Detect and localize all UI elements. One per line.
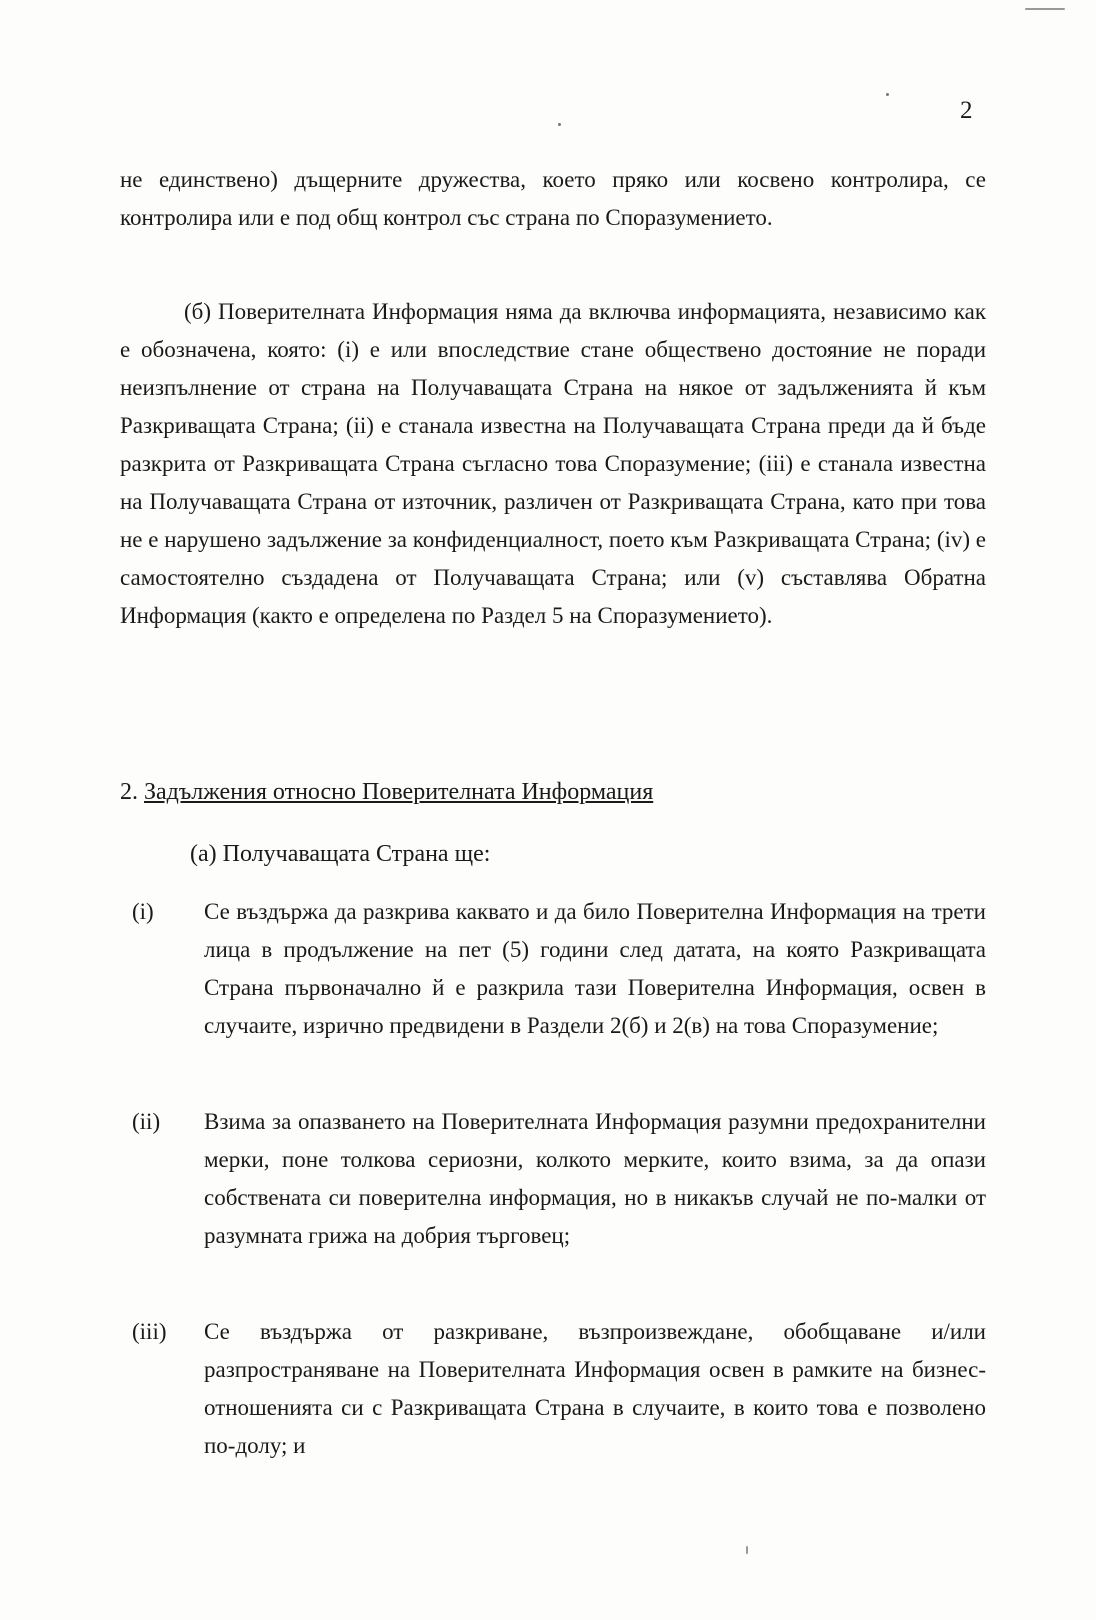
list-item-label: (i) [132, 899, 154, 924]
section-title: Задължения относно Поверителната Информация [144, 779, 654, 805]
paragraph-b: (б) Поверителната Информация няма да включва информацията, независимо как е обозначена, която: (i) е или впоследствие стане обществено достояние не поради неизпълнение от страна на Получаващата Страна на някое от задълженията й към Разкриващата Страна; (ii) е станала известна на Получаващата Страна преди да й бъде разкрита от Разкриващата Страна съгласно това Споразумение; (iii) е станала известна на Получаващата Страна от източник, различен от Разкриващата Страна, като при това не е нарушено задължение за конфиденциалност, поето към Разкриващата Страна; (iv) е самостоятелно създадена от Получаващата Страна; или (v) съставлява Обратна Информация (както е определена по Раздел 5 на Споразумението). [120, 299, 986, 628]
section-number: 2. [120, 779, 138, 805]
page-number: 2 [960, 97, 973, 124]
scan-mark [1025, 8, 1065, 10]
scan-speck [558, 123, 561, 126]
list-item-text: Се въздържа от разкриване, възпроизвеждане, обобщаване и/или разпространяване на Поверителната Информация освен в рамките на бизнес-отношенията си с Разкриващата Страна в случаите, в които това е позволено по-долу; и [204, 1319, 986, 1458]
scan-mark [746, 1546, 748, 1554]
section-heading [120, 775, 653, 809]
list-item-text: Се въздържа да разкрива каквато и да било Поверителна Информация на трети лица в продължение на пет (5) години след датата, на която Разкриващата Страна първоначално й е разкрила тази Поверителна Информация, освен в случаите, изрично предвидени в Раздели 2(б) и 2(в) на това Споразумение; [204, 899, 986, 1038]
list-item-text: Взима за опазването на Поверителната Информация разумни предохранителни мерки, поне толкова сериозни, колкото мерките, които взима, за да опази собствената си поверителна информация, но в никакъв случай не по-малки от разумната грижа на добрия търговец; [204, 1109, 986, 1248]
paragraph-continuation: не единствено) дъщерните дружества, което пряко или косвено контролира, се контролира или е под общ контрол със страна по Споразумението. [120, 167, 986, 230]
section-intro: (а) Получаващата Страна ще: [190, 841, 491, 867]
scan-speck [886, 93, 889, 96]
list-item-label: (ii) [132, 1109, 161, 1134]
list-item-label: (iii) [132, 1319, 167, 1344]
